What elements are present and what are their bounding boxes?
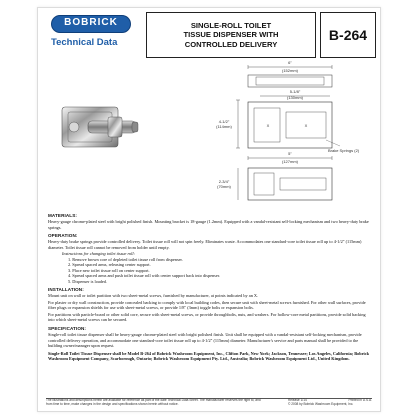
product-photo [48,85,148,171]
svg-text:X: X [266,123,270,128]
technical-drawing [208,60,368,208]
front-view [216,89,360,153]
dim-top-width: 6" [288,60,292,65]
dim-depth: 2-3/4" [218,179,230,184]
dim-top-width-mm: (152mm) [281,68,299,73]
logo-text: BOBRICK [64,17,118,28]
body-text [48,210,370,363]
operation-text: Heavy-duty brake springs provide controlled delivery. Toilet tissue roll will not spin freely. Eliminates waste. Accommodates one standard-core toilet tissue roll up to 4-1/2" (115mm) diameter. Toilet tissue roll cannot be removed from holder until empty. [48,239,362,250]
sheet-header [38,8,380,66]
printed-label: Printed in U.S.A. [348,398,372,402]
top-view [248,60,332,87]
product-title: SINGLE-ROLL TOILET TISSUE DISPENSER WITH CONTROLLED DELIVERY [183,21,279,49]
operation-heading: OPERATION: [48,233,78,239]
copyright-label: © 2008 by Bobrick Washroom Equipment, Inc. [288,401,354,406]
bottom-view [217,151,332,200]
specification-text: Single-roll toilet tissue dispenser shall be heavy-gauge chrome-plated steel with bright polished finish. Unit shall be equipped with a vandal-resistant self-locking mechanism, provide controlled delivery operation, and accommodate one standard-core toilet tissue roll up to 4-1/2" (115mm) diameter. Manufacturer's service and parts manual shall be provided to the building owner/manager upon request. [48,331,362,349]
specification-heading: SPECIFICATION: [48,325,87,331]
sheet-footer [46,398,372,408]
instruction-step: 5. Dispenser is loaded. [68,278,108,284]
model-number-box [320,12,376,58]
installation-heading: INSTALLATION: [48,287,84,292]
brand-block [45,12,139,62]
product-title-box [146,12,316,58]
footer-disclaimer: The illustrations and descriptions herein are available for reference as part of the date Technical Data Sheet. The manufacturer reserves the right to, and from time to time, make changes in the design and specifications shown herein without notice. [46,398,261,406]
footer-meta [288,399,372,407]
technical-data-sheet [37,7,381,412]
specification-model-text: Single-Roll Toilet Tissue Dispenser shall be Model B-264 of Bobrick Washroom Equipment, Inc., Clifton Park, New York; Jackson, Tennessee; Los Angeles, California; Bobrick Washroom Equipment Company, Scarborough, Ontario; Bobrick Washroom Equipment Pty. Ltd., Australia; Bobrick Washroom Equipment Ltd., United Kingdom. [48,350,370,362]
materials-heading: MATERIALS: [48,213,77,218]
installation-text: Mount unit on wall or toilet partition with two sheet-metal screws, furnished by manufacturer, at points indicated by an X. [48,293,259,298]
brake-springs-label: Brake Springs (2) [328,148,360,153]
instruction-step: 2. Spread spaced arms, releasing center support. [68,262,151,268]
dim-depth-mm: (70mm) [217,184,231,189]
dim-height-mm: (114mm) [216,124,232,129]
instruction-step: 1. Remove brown core of depleted toilet tissue roll from dispenser. [68,256,183,262]
dim-bottom-width: 5" [288,151,292,156]
model-number: B-264 [328,27,368,43]
installation-text: For plaster or dry wall construction, provide concealed backing to comply with local building codes, then secure unit with sheet-metal screws furnished. For other wall surfaces, provide fiber plugs or expansion shields for use with sheet-metal screws, or provide 1/8" (3mm) toggle bolts or expansion bolts. [48,299,366,311]
instruction-step: 4. Spread spaced arms and push toilet tissue roll with center support back into dispenser. [68,273,221,279]
dim-inner-width-mm: (130mm) [286,95,304,100]
technical-data-label: Technical Data [51,37,118,48]
instruction-step: 3. Place new toilet tissue roll on center support. [68,267,150,273]
instructions-title: Instructions for changing toilet tissue roll: [62,251,136,257]
bobrick-logo [51,15,131,33]
dim-inner-width: 5-1/8" [289,89,301,94]
dim-bottom-width-mm: (127mm) [281,159,299,164]
release-label: Release 1/14 [288,398,307,402]
dim-height: 4-1/2" [218,119,230,124]
materials-text: Heavy-gauge chrome-plated steel with bright polished finish. Mounting bracket is 18-gauge (1.2mm). Equipped with a vandal-resistant self-locking mechanism and two heavy-duty brake springs. [48,219,369,230]
installation-text: For partitions with particle-board or other solid core, secure with sheet-metal screws, or provide throughbolts, nuts, and washers. For hollow-core metal partitions, provide solid backing into which sheet-metal screws can be secured. [48,311,366,323]
svg-text:X: X [304,123,308,128]
